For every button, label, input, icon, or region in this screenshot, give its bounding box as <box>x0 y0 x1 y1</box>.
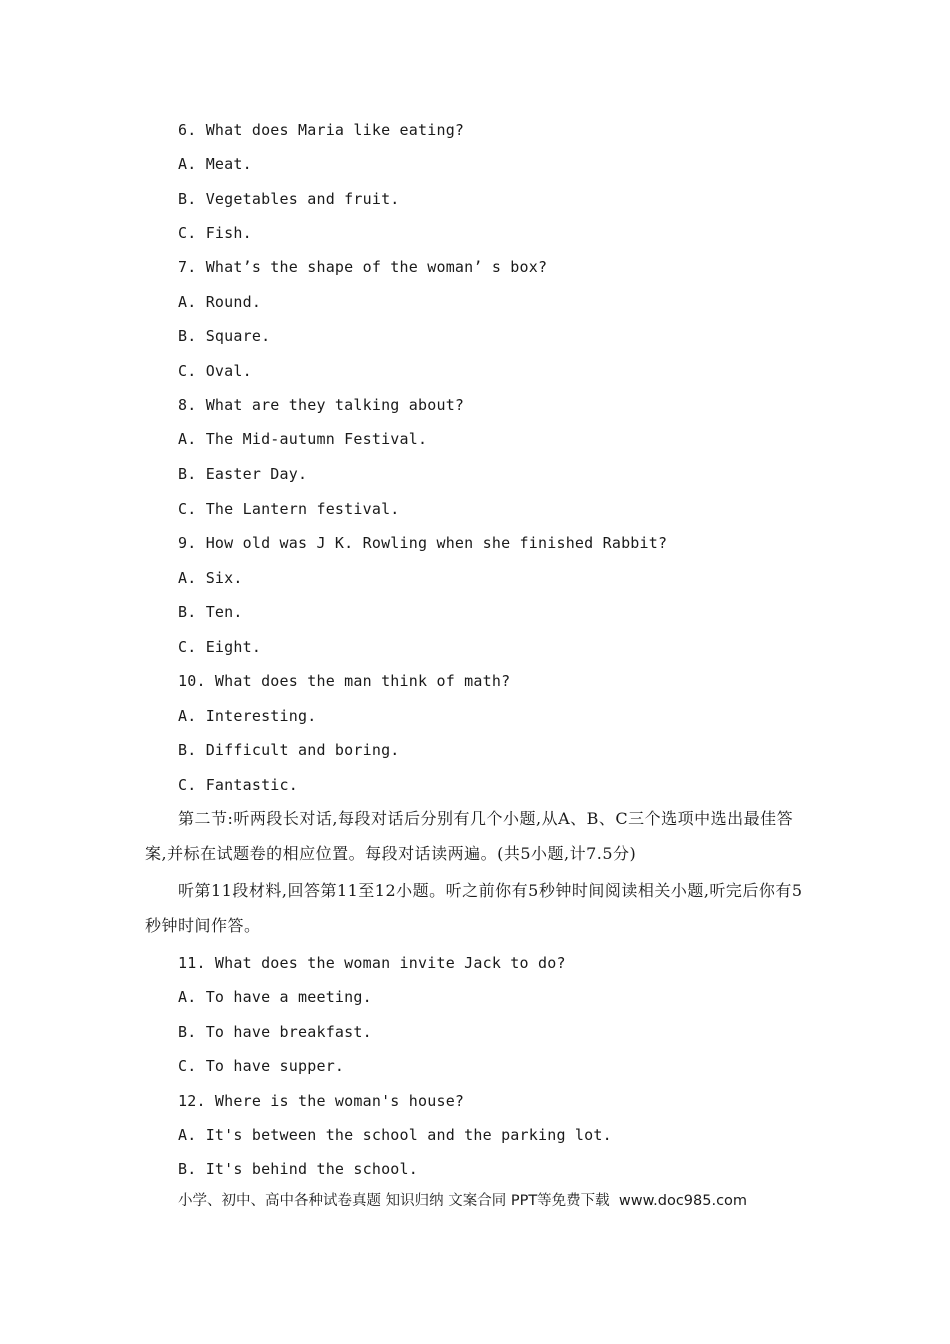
option-8c: C. The Lantern festival. <box>178 500 400 518</box>
option-8a: A. The Mid-autumn Festival. <box>178 430 428 448</box>
option-12b: B. It's behind the school. <box>178 1160 418 1178</box>
option-8b: B. Easter Day. <box>178 465 308 483</box>
question-11: 11. What does the woman invite Jack to do? <box>178 954 566 972</box>
question-6: 6. What does Maria like eating? <box>178 121 465 139</box>
footer-watermark-text: 小学、初中、高中各种试卷真题 知识归纳 文案合同 PPT等免费下载 www.doc985.com <box>178 1193 748 1209</box>
question-7: 7. What’s the shape of the woman’ s box? <box>178 258 548 276</box>
option-9c: C. Eight. <box>178 638 262 656</box>
option-6b: B. Vegetables and fruit. <box>178 190 400 208</box>
section2-instructions: 第二节:听两段长对话,每段对话后分别有几个小题,从A、B、C三个选项中选出最佳答案,并标在试题卷的相应位置。每段对话读两遍。(共5小题,计7.5分) <box>145 809 794 863</box>
option-7a: A. Round. <box>178 293 262 311</box>
option-11a: A. To have a meeting. <box>178 988 372 1006</box>
option-6a: A. Meat. <box>178 155 252 173</box>
option-9b: B. Ten. <box>178 603 243 621</box>
question-8: 8. What are they talking about? <box>178 396 465 414</box>
option-11c: C. To have supper. <box>178 1057 345 1075</box>
question-10: 10. What does the man think of math? <box>178 672 511 690</box>
option-10c: C. Fantastic. <box>178 776 298 794</box>
option-6c: C. Fish. <box>178 224 252 242</box>
option-7c: C. Oval. <box>178 362 252 380</box>
question-12: 12. Where is the woman's house? <box>178 1092 465 1110</box>
option-7b: B. Square. <box>178 327 271 345</box>
question-9: 9. How old was J K. Rowling when she finished Rabbit? <box>178 534 668 552</box>
option-10b: B. Difficult and boring. <box>178 741 400 759</box>
section2-material-11: 听第11段材料,回答第11至12小题。听之前你有5秒钟时间阅读相关小题,听完后你有5秒钟时间作答。 <box>145 881 803 935</box>
option-9a: A. Six. <box>178 569 243 587</box>
option-11b: B. To have breakfast. <box>178 1023 372 1041</box>
option-10a: A. Interesting. <box>178 707 317 725</box>
option-12a: A. It's between the school and the parking lot. <box>178 1126 612 1144</box>
